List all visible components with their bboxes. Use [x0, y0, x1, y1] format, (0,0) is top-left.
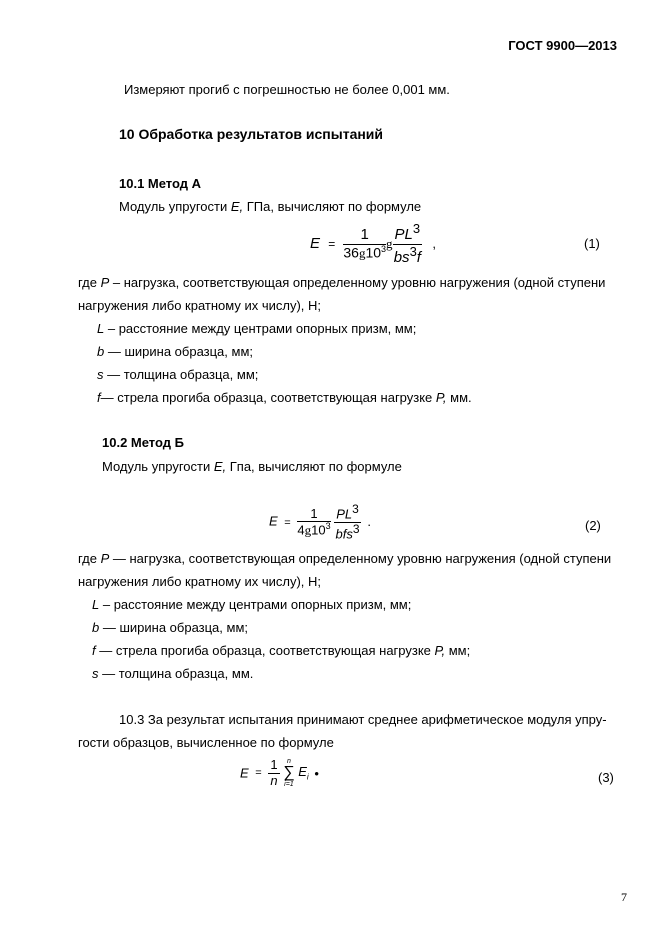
method-b-where-f: f — стрела прогиба образца, соответствующая нагрузке P, мм; — [92, 643, 471, 658]
method-a-where-p: где P – нагрузка, соответствующая определенному уровню нагружения (одной ступени — [78, 275, 606, 290]
method-b-where-s: s — толщина образца, мм. — [92, 666, 254, 681]
section-title: 10 Обработка результатов испытаний — [119, 126, 384, 142]
method-b-where-p-cont: нагружения либо кратному их числу), Н; — [78, 574, 322, 589]
formula-2-fraction-b: $\frac{PL^3}{bfs^3}$ — [335, 502, 360, 541]
method-b-where-b: b — ширина образца, мм; — [92, 620, 248, 635]
method-b-where-p: где P — нагрузка, соответствующая определенному уровню нагружения (одной ступени — [78, 551, 612, 566]
method-b-lead: Модуль упругости E, Гпа, вычисляют по формуле — [102, 459, 402, 474]
formula-3: E = $\frac{1}{n}$ n ∑ i=1 $E_i$ • — [240, 757, 319, 788]
formula-3-number: (3) — [598, 770, 614, 785]
intro-line: Измеряют прогиб с погрешностью не более 0,001 мм. — [124, 82, 450, 97]
method-a-where-f: f— стрела прогиба образца, соответствующая нагрузке P, мм. — [97, 390, 472, 405]
formula-2: E = $\frac{1}{4g10^3}$ $\frac{PL^3}{bfs^3}$ . — [269, 502, 372, 541]
section-10-3-line2: гости образцов, вычисленное по формуле — [78, 735, 334, 750]
formula-1-fraction-a: $\frac{1}{36g10^3}$ — [343, 226, 387, 261]
method-b-where-l: L – расстояние между центрами опорных призм, мм; — [92, 597, 412, 612]
page-number: 7 — [621, 890, 627, 904]
method-b-title: 10.2 Метод Б — [102, 435, 184, 450]
method-a-lead: Модуль упругости E, ГПа, вычисляют по формуле — [119, 199, 422, 214]
document-header: ГОСТ 9900—2013 — [508, 38, 617, 53]
method-a-where-l: L – расстояние между центрами опорных призм, мм; — [97, 321, 417, 336]
method-a-where-b: b — ширина образца, мм; — [97, 344, 253, 359]
formula-2-number: (2) — [585, 518, 601, 533]
formula-2-fraction-a: $\frac{1}{4g10^3}$ — [297, 505, 331, 538]
formula-1-fraction-b: $\frac{PL^3}{bs^3f}$ — [393, 221, 421, 266]
section-10-3-line1: 10.3 За результат испытания принимают среднее арифметическое модуля упру- — [119, 712, 607, 727]
method-a-title: 10.1 Метод А — [119, 176, 202, 191]
formula-1-number: (1) — [584, 236, 600, 251]
formula-1: E = $\frac{1}{36g10^3}$ g $\frac{PL^3}{bs^3f}$ , — [310, 221, 436, 266]
method-a-where-p-cont: нагружения либо кратному их числу), Н; — [78, 298, 322, 313]
sum-operator: n ∑ i=1 — [283, 758, 295, 788]
formula-3-fraction: $\frac{1}{n}$ — [270, 757, 278, 788]
method-a-where-s: s — толщина образца, мм; — [97, 367, 259, 382]
